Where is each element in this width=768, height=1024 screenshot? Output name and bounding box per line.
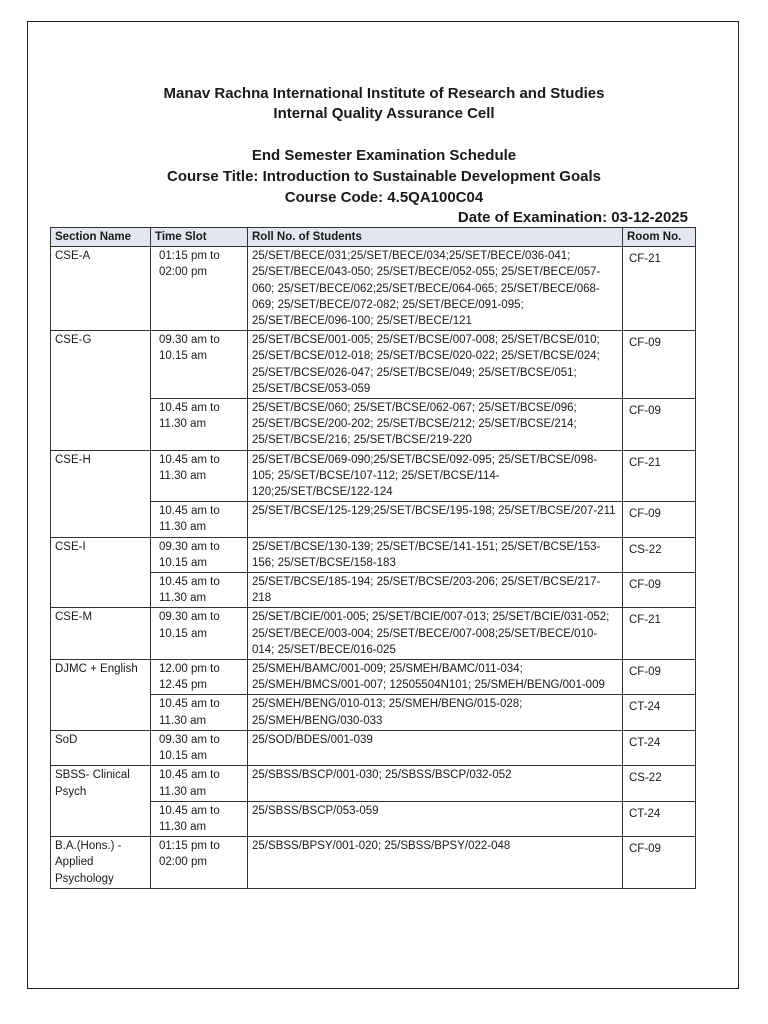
table-header-row xyxy=(51,228,696,247)
section-cell: CSE-H xyxy=(51,450,151,537)
table-row xyxy=(51,537,696,572)
header-time: Time Slot xyxy=(151,228,248,247)
room-cell: CF-09 xyxy=(623,837,696,889)
time-cell: 09.30 am to 10.15 am xyxy=(151,537,248,572)
roll-cell: 25/SET/BECE/031;25/SET/BECE/034;25/SET/BECE/036-041; 25/SET/BECE/043-050; 25/SET/BECE/052-055; 25/SET/BECE/057-060; 25/SET/BECE/062;25/SET/BECE/064-065; 25/SET/BECE/068-069; 25/SET/BECE/072-082; 25/SET/BECE/091-095; 25/SET/BECE/096-100; 25/SET/BECE/121 xyxy=(248,247,623,331)
room-cell: CF-09 xyxy=(623,660,696,695)
roll-cell: 25/SET/BCSE/185-194; 25/SET/BCSE/203-206; 25/SET/BCSE/217-218 xyxy=(248,573,623,608)
table-row xyxy=(51,450,696,502)
section-cell: CSE-I xyxy=(51,537,151,608)
time-cell: 10.45 am to 11.30 am xyxy=(151,766,248,801)
room-cell: CF-21 xyxy=(623,608,696,660)
roll-cell: 25/SBSS/BPSY/001-020; 25/SBSS/BPSY/022-048 xyxy=(248,837,623,889)
table-row xyxy=(51,837,696,889)
room-cell: CF-09 xyxy=(623,502,696,537)
time-cell: 09.30 am to 10.15 am xyxy=(151,331,248,399)
table-row xyxy=(51,331,696,399)
section-cell: DJMC + English xyxy=(51,660,151,731)
time-cell: 01:15 pm to 02:00 pm xyxy=(151,837,248,889)
course-title: Course Title: Introduction to Sustainable Development Goals xyxy=(167,168,601,185)
header-section: Section Name xyxy=(51,228,151,247)
roll-cell: 25/SET/BCSE/130-139; 25/SET/BCSE/141-151; 25/SET/BCSE/153-156; 25/SET/BCSE/158-183 xyxy=(248,537,623,572)
table-row xyxy=(51,660,696,695)
table-row xyxy=(51,608,696,660)
section-cell: CSE-M xyxy=(51,608,151,660)
roll-cell: 25/SMEH/BAMC/001-009; 25/SMEH/BAMC/011-034; 25/SMEH/BMCS/001-007; 12505504N101; 25/SMEH/BENG/001-009 xyxy=(248,660,623,695)
time-cell: 10.45 am to 11.30 am xyxy=(151,450,248,502)
roll-cell: 25/SET/BCSE/001-005; 25/SET/BCSE/007-008; 25/SET/BCSE/010; 25/SET/BCSE/012-018; 25/SET/BCSE/020-022; 25/SET/BCSE/024; 25/SET/BCSE/026-047; 25/SET/BCSE/049; 25/SET/BCSE/051; 25/SET/BCSE/053-059 xyxy=(248,331,623,399)
section-cell: SBSS- Clinical Psych xyxy=(51,766,151,837)
table-row xyxy=(51,766,696,801)
roll-cell: 25/SBSS/BSCP/053-059 xyxy=(248,801,623,836)
room-cell: CF-09 xyxy=(623,399,696,451)
course-code: Course Code: 4.5QA100C04 xyxy=(284,189,484,206)
time-cell: 10.45 am to 11.30 am xyxy=(151,502,248,537)
room-cell: CT-24 xyxy=(623,695,696,730)
section-cell: SoD xyxy=(51,730,151,765)
exam-date: Date of Examination: 03-12-2025 xyxy=(457,209,688,226)
time-cell: 09.30 am to 10.15 am xyxy=(151,730,248,765)
time-cell: 10.45 am to 11.30 am xyxy=(151,399,248,451)
institute-name: Manav Rachna International Institute of Research and Studies xyxy=(163,85,605,102)
header-room: Room No. xyxy=(623,228,696,247)
section-cell: CSE-A xyxy=(51,247,151,331)
room-cell: CS-22 xyxy=(623,537,696,572)
roll-cell: 25/SET/BCSE/125-129;25/SET/BCSE/195-198; 25/SET/BCSE/207-211 xyxy=(248,502,623,537)
roll-cell: 25/SET/BCSE/060; 25/SET/BCSE/062-067; 25/SET/BCSE/096; 25/SET/BCSE/200-202; 25/SET/BCSE/212; 25/SET/BCSE/214; 25/SET/BCSE/216; 25/SET/BCSE/219-220 xyxy=(248,399,623,451)
roll-cell: 25/SET/BCSE/069-090;25/SET/BCSE/092-095; 25/SET/BCSE/098-105; 25/SET/BCSE/107-112; 25/SET/BCSE/114-120;25/SET/BCSE/122-124 xyxy=(248,450,623,502)
roll-cell: 25/SOD/BDES/001-039 xyxy=(248,730,623,765)
time-cell: 12.00 pm to 12.45 pm xyxy=(151,660,248,695)
time-cell: 01:15 pm to 02:00 pm xyxy=(151,247,248,331)
room-cell: CF-21 xyxy=(623,450,696,502)
time-cell: 09.30 am to 10.15 am xyxy=(151,608,248,660)
room-cell: CS-22 xyxy=(623,766,696,801)
room-cell: CT-24 xyxy=(623,801,696,836)
room-cell: CF-09 xyxy=(623,331,696,399)
header-roll: Roll No. of Students xyxy=(248,228,623,247)
table-row xyxy=(51,247,696,331)
time-cell: 10.45 am to 11.30 am xyxy=(151,573,248,608)
section-cell: CSE-G xyxy=(51,331,151,450)
section-cell: B.A.(Hons.) - Applied Psychology xyxy=(51,837,151,889)
cell-name: Internal Quality Assurance Cell xyxy=(273,105,495,122)
roll-cell: 25/SMEH/BENG/010-013; 25/SMEH/BENG/015-028; 25/SMEH/BENG/030-033 xyxy=(248,695,623,730)
schedule-table xyxy=(50,227,696,889)
room-cell: CT-24 xyxy=(623,730,696,765)
roll-cell: 25/SET/BCIE/001-005; 25/SET/BCIE/007-013; 25/SET/BCIE/031-052; 25/SET/BECE/003-004; 25/SET/BECE/007-008;25/SET/BECE/010-014; 25/SET/BECE/016-025 xyxy=(248,608,623,660)
schedule-title: End Semester Examination Schedule xyxy=(251,147,517,164)
room-cell: CF-09 xyxy=(623,573,696,608)
roll-cell: 25/SBSS/BSCP/001-030; 25/SBSS/BSCP/032-052 xyxy=(248,766,623,801)
table-row xyxy=(51,730,696,765)
time-cell: 10.45 am to 11.30 am xyxy=(151,695,248,730)
time-cell: 10.45 am to 11.30 am xyxy=(151,801,248,836)
room-cell: CF-21 xyxy=(623,247,696,331)
